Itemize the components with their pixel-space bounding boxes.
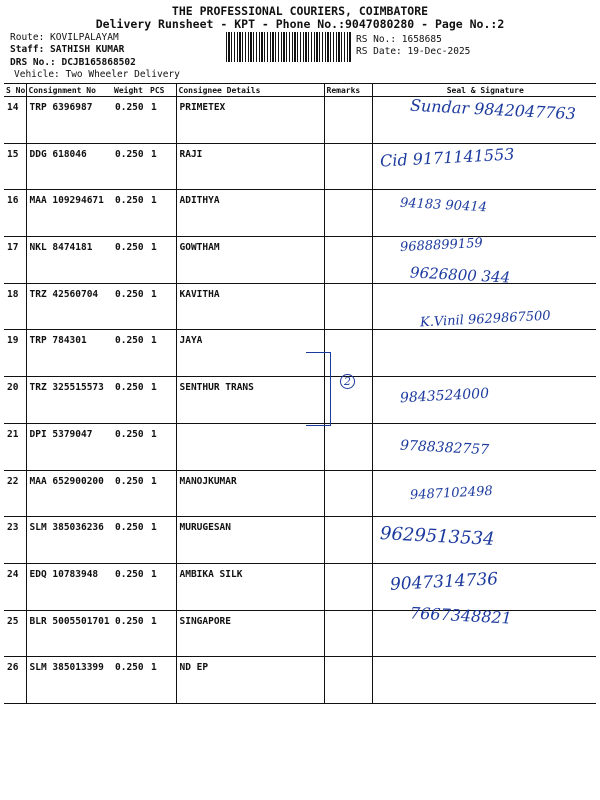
consignee-cell: ADITHYA [176, 190, 324, 237]
weight-cell: 0.250 [112, 423, 148, 470]
remark-circle-mark: 2 [340, 374, 355, 389]
consignee-cell: SINGAPORE [176, 610, 324, 657]
drs-number: DRS No.: DCJB165868502 [10, 57, 136, 68]
handwritten-signature: 9487102498 [409, 483, 494, 504]
remarks-cell [324, 143, 372, 190]
pcs-cell: 1 [148, 283, 176, 330]
remarks-cell [324, 563, 372, 610]
table-row [4, 470, 596, 517]
handwritten-signature: K.Vinil 9629867500 [419, 308, 552, 331]
table-row [4, 517, 596, 564]
handwritten-signature: Cid 9171141553 [379, 144, 515, 171]
consignee-cell: JAYA [176, 330, 324, 377]
weight-cell: 0.250 [112, 190, 148, 237]
consignment-cell: BLR 5005501701 [26, 610, 112, 657]
sno-cell: 14 [4, 97, 26, 144]
weight-cell: 0.250 [112, 97, 148, 144]
sno-cell: 21 [4, 423, 26, 470]
route-label: Route: KOVILPALAYAM [10, 32, 119, 43]
consignee-cell: KAVITHA [176, 283, 324, 330]
handwritten-signature: 7667348821 [409, 603, 513, 628]
runsheet-company-title: THE PROFESSIONAL COURIERS, COIMBATORE [171, 4, 429, 18]
consignee-cell: RAJI [176, 143, 324, 190]
consignee-cell: MURUGESAN [176, 517, 324, 564]
col-signature: Seal & Signature [372, 84, 596, 97]
weight-cell: 0.250 [112, 330, 148, 377]
weight-cell: 0.250 [112, 610, 148, 657]
pcs-cell: 1 [148, 517, 176, 564]
consignment-cell: MAA 109294671 [26, 190, 112, 237]
consignment-cell: TRZ 325515573 [26, 377, 112, 424]
col-weight: Weight [112, 84, 148, 97]
sno-cell: 22 [4, 470, 26, 517]
runsheet-subtitle: Delivery Runsheet - KPT - Phone No.:9047080280 - Page No.:2 [95, 17, 505, 31]
pcs-cell: 1 [148, 143, 176, 190]
pcs-cell: 1 [148, 97, 176, 144]
signature-cell [372, 330, 596, 377]
weight-cell: 0.250 [112, 563, 148, 610]
remarks-cell [324, 657, 372, 704]
weight-cell: 0.250 [112, 517, 148, 564]
pcs-cell: 1 [148, 377, 176, 424]
handwritten-signature: 9688899159 [399, 235, 484, 256]
col-consignment: Consignment No [26, 84, 112, 97]
pcs-cell: 1 [148, 657, 176, 704]
col-pcs: PCS [148, 84, 176, 97]
consignee-cell [176, 423, 324, 470]
table-row [4, 423, 596, 470]
weight-cell: 0.250 [112, 283, 148, 330]
sno-cell: 17 [4, 237, 26, 284]
sno-cell: 16 [4, 190, 26, 237]
handwritten-signature: 9629513534 [379, 523, 496, 550]
pcs-cell: 1 [148, 423, 176, 470]
table-row [4, 657, 596, 704]
handwritten-signature: 9626800 344 [409, 263, 511, 287]
staff-label: Staff: SATHISH KUMAR [10, 44, 125, 55]
barcode [226, 32, 351, 62]
signature-cell [372, 657, 596, 704]
pcs-cell: 1 [148, 330, 176, 377]
remarks-cell [324, 190, 372, 237]
consignee-cell: GOWTHAM [176, 237, 324, 284]
weight-cell: 0.250 [112, 237, 148, 284]
consignee-cell: MANOJKUMAR [176, 470, 324, 517]
remarks-cell [324, 237, 372, 284]
sno-cell: 20 [4, 377, 26, 424]
handwritten-signature: 9047314736 [389, 569, 499, 595]
consignee-cell: ND EP [176, 657, 324, 704]
remarks-cell [324, 423, 372, 470]
weight-cell: 0.250 [112, 377, 148, 424]
sno-cell: 26 [4, 657, 26, 704]
pcs-cell: 1 [148, 190, 176, 237]
pcs-cell: 1 [148, 470, 176, 517]
consignment-cell: TRP 784301 [26, 330, 112, 377]
handwritten-signature: 9843524000 [399, 385, 490, 407]
consignment-cell: MAA 652900200 [26, 470, 112, 517]
table-row [4, 330, 596, 377]
col-consignee: Consignee Details [176, 84, 324, 97]
consignment-cell: SLM 385013399 [26, 657, 112, 704]
consignment-cell: EDQ 10783948 [26, 563, 112, 610]
handwritten-signature: 9788382757 [399, 437, 490, 459]
pcs-cell: 1 [148, 563, 176, 610]
weight-cell: 0.250 [112, 470, 148, 517]
consignment-cell: SLM 385036236 [26, 517, 112, 564]
col-sno: S No [6, 85, 26, 95]
consignment-cell: TRZ 42560704 [26, 283, 112, 330]
rs-date: RS Date: 19-Dec-2025 [356, 46, 471, 57]
remarks-cell [324, 97, 372, 144]
remarks-cell [324, 283, 372, 330]
remarks-cell [324, 517, 372, 564]
sno-cell: 18 [4, 283, 26, 330]
consignee-cell: AMBIKA SILK [176, 563, 324, 610]
consignment-cell: TRP 6396987 [26, 97, 112, 144]
remarks-cell [324, 610, 372, 657]
consignee-cell: PRIMETEX [176, 97, 324, 144]
rs-number: RS No.: 1658685 [356, 34, 442, 45]
table-header-row [4, 84, 596, 97]
handwritten-signature: 94183 90414 [399, 195, 488, 216]
handwritten-signature: Sundar 9842047763 [409, 95, 577, 124]
remarks-cell [324, 330, 372, 377]
consignee-cell: SENTHUR TRANS [176, 377, 324, 424]
sno-cell: 25 [4, 610, 26, 657]
table-row [4, 190, 596, 237]
sno-cell: 24 [4, 563, 26, 610]
table-row [4, 377, 596, 424]
consignment-cell: DDG 618046 [26, 143, 112, 190]
consignment-cell: DPI 5379047 [26, 423, 112, 470]
sno-cell: 23 [4, 517, 26, 564]
remarks-cell [324, 470, 372, 517]
weight-cell: 0.250 [112, 143, 148, 190]
table-row [4, 563, 596, 610]
vehicle-label: Vehicle: Two Wheeler Delivery [14, 69, 180, 80]
remark-bracket-mark [306, 352, 331, 426]
pcs-cell: 1 [148, 610, 176, 657]
col-remarks: Remarks [324, 84, 372, 97]
sno-cell: 15 [4, 143, 26, 190]
pcs-cell: 1 [148, 237, 176, 284]
consignment-cell: NKL 8474181 [26, 237, 112, 284]
sno-cell: 19 [4, 330, 26, 377]
weight-cell: 0.250 [112, 657, 148, 704]
